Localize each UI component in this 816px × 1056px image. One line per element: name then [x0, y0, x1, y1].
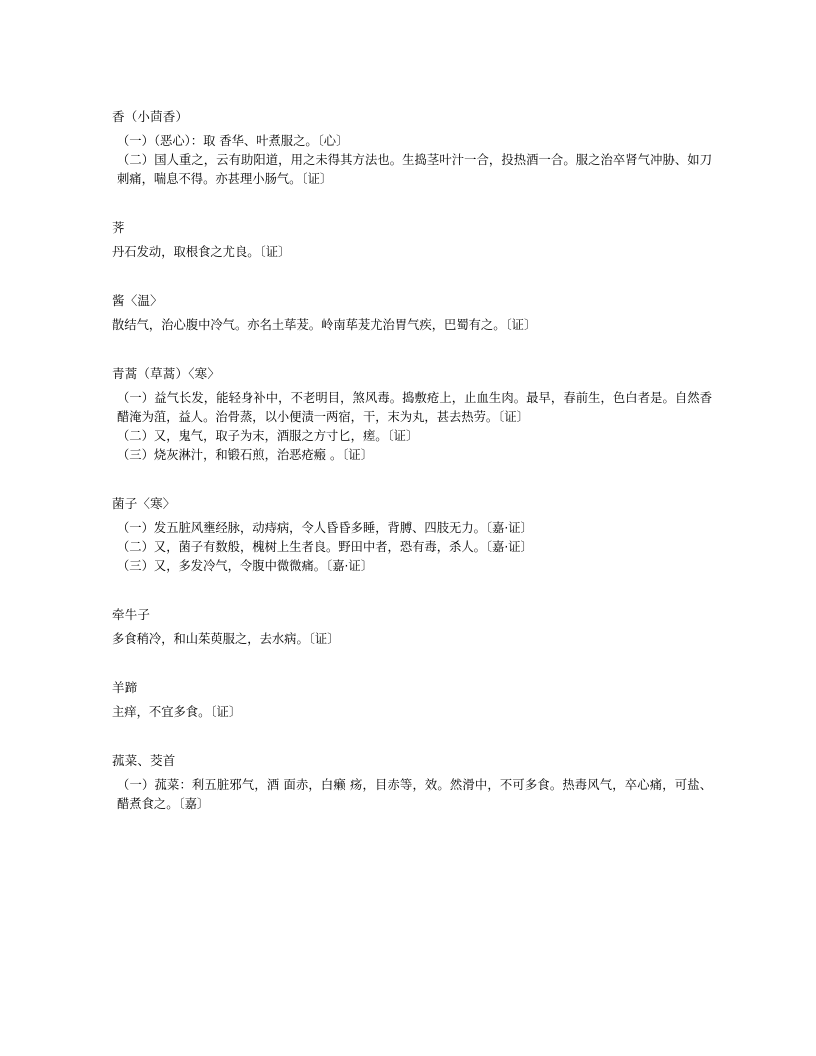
- entry-body: [112, 519, 712, 576]
- spacer: [112, 262, 712, 292]
- entry-qianniuzi: [112, 606, 712, 649]
- entry-yangti: [112, 679, 712, 722]
- paragraph: （一）益气长发，能轻身补中，不老明目，煞风毒。捣敷疮上，止血生肉。最早，春前生，色白者是。自然香醋淹为菹，益人。治骨蒸，以小便渍一两宿，干，末为丸，甚去热劳。〔证〕: [117, 391, 712, 424]
- spacer: [112, 189, 712, 219]
- paragraph: 丹石发动，取根食之尤良。〔证〕: [112, 245, 291, 259]
- entry-qi: [112, 219, 712, 262]
- paragraph: （二）又，鬼气，取子为末，酒服之方寸匕，瘥。〔证〕: [117, 429, 419, 443]
- entry-body: [112, 243, 712, 262]
- entry-xiang: [112, 108, 712, 189]
- paragraph: （三）烧灰淋汁，和锻石煎，治恶疮瘢 。〔证〕: [117, 448, 373, 462]
- entry-jiang: [112, 292, 712, 335]
- entry-heading: 荠: [112, 220, 125, 235]
- entry-body: [112, 703, 712, 722]
- paragraph: （一）（恶心）：取 香华、叶煮服之。〔心〕: [117, 134, 349, 148]
- entry-heading: 羊蹄: [112, 680, 138, 695]
- spacer: [112, 722, 712, 752]
- entry-heading: 菰菜、茭首: [112, 753, 176, 768]
- entry-gucai-jiaoshou: [112, 752, 712, 814]
- entry-junzi: [112, 495, 712, 576]
- entry-heading: 青蒿（草蒿）〈寒〉: [112, 366, 221, 381]
- entry-body: [112, 776, 712, 814]
- entry-heading: 酱〈温〉: [112, 293, 163, 308]
- spacer: [112, 576, 712, 606]
- paragraph: （一）菰菜：利五脏邪气，酒 面赤，白癞 疡，目赤等，效。然滑中，不可多食。热毒风气，卒心痛，可盐、醋煮食之。〔嘉〕: [117, 778, 712, 811]
- entry-body: [112, 316, 712, 335]
- document-body: [112, 108, 712, 814]
- entry-body: [112, 630, 712, 649]
- paragraph: （二）又，菌子有数般，槐树上生者良。野田中者，恐有毒，杀人。〔嘉·证〕: [117, 540, 533, 554]
- spacer: [112, 335, 712, 365]
- entry-heading: 菌子〈寒〉: [112, 496, 176, 511]
- entry-heading: 香（小茴香）: [112, 109, 189, 124]
- spacer: [112, 465, 712, 495]
- paragraph: （二）国人重之，云有助阳道，用之未得其方法也。生捣茎叶汁一合，投热酒一合。服之治卒肾气冲胁、如刀刺痛，喘息不得。亦甚理小肠气。〔证〕: [117, 153, 712, 186]
- entry-body: [112, 389, 712, 465]
- paragraph: 散结气，治心腹中冷气。亦名土荜茇。岭南荜茇尤治胃气疾，巴蜀有之。〔证〕: [112, 318, 537, 332]
- entry-body: [112, 132, 712, 189]
- paragraph: 主痒，不宜多食。〔证〕: [112, 705, 242, 719]
- paragraph: （一）发五脏风壅经脉，动痔病，令人昏昏多睡，背膊、四肢无力。〔嘉·证〕: [117, 521, 533, 535]
- spacer: [112, 649, 712, 679]
- paragraph: 多食稍冷，和山茱萸服之，去水病。〔证〕: [112, 632, 340, 646]
- entry-qinghao: [112, 365, 712, 465]
- entry-heading: 牵牛子: [112, 607, 151, 622]
- paragraph: （三）又，多发冷气，令腹中微微痛。〔嘉·证〕: [117, 559, 373, 573]
